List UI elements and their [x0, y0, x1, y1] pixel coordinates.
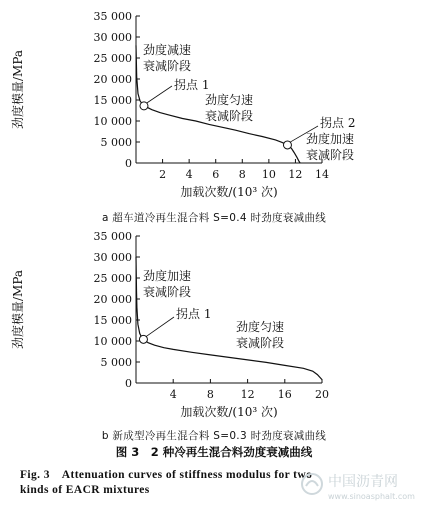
chart1-point-leader [146, 317, 174, 336]
chart0-x-tick-label: 14 [315, 168, 329, 181]
chart1-x-tick-label: 8 [206, 388, 214, 401]
chart1-y-tick-label: 25 000 [93, 272, 132, 285]
chart0-y-tick-label: 20 000 [93, 73, 132, 86]
chart0-inflection-point [283, 141, 291, 149]
watermark [298, 470, 418, 504]
chart0-y-tick-label: 0 [125, 157, 132, 170]
chart1-y-tick-label: 15 000 [93, 314, 132, 327]
chart0-stage-annotation: 衰减阶段 [306, 148, 355, 162]
chart0-y-tick-label: 15 000 [93, 94, 132, 107]
chart0-x-tick-label: 6 [212, 168, 220, 181]
chart1-stage-annotation: 衰减阶段 [236, 336, 285, 350]
chart0-y-tick-label: 35 000 [93, 10, 132, 23]
chart1-y-label: 劲度模量/MPa [11, 269, 25, 350]
chart0-y-tick-label: 25 000 [93, 52, 132, 65]
watermark-site: 中国沥青网 [328, 474, 398, 490]
chart0-point-label: 拐点 1 [174, 78, 210, 92]
figure-caption-en-line2: kinds of EACR mixtures [20, 484, 150, 496]
chart-b [10, 230, 329, 419]
chart0-point-label: 拐点 2 [320, 116, 356, 130]
chart-b-subtitle: b 新成型冷再生混合料 S=0.3 时劲度衰减曲线 [101, 430, 327, 442]
chart0-point-leader [147, 86, 172, 103]
chart1-stage-annotation: 衰减阶段 [143, 285, 192, 299]
chart0-x-tick-label: 4 [185, 168, 193, 181]
chart0-y-tick-label: 5 000 [100, 136, 132, 149]
chart0-stage-annotation: 衰减阶段 [143, 59, 192, 73]
chart0-x-tick-label: 8 [238, 168, 246, 181]
chart1-x-tick-label: 20 [315, 388, 329, 401]
chart1-y-tick-label: 35 000 [93, 230, 132, 243]
chart1-x-tick-label: 12 [240, 388, 255, 401]
watermark-logo-icon [298, 470, 418, 504]
chart1-y-tick-label: 20 000 [93, 293, 132, 306]
chart0-x-label: 加载次数/(10³ 次) [180, 185, 278, 199]
chart1-stage-annotation: 劲度加速 [143, 269, 192, 283]
chart0-x-tick-label: 10 [261, 168, 276, 181]
chart1-x-tick-label: 4 [169, 388, 177, 401]
chart0-x-tick-label: 12 [288, 168, 303, 181]
chart0-stage-annotation: 劲度匀速 [205, 93, 254, 107]
chart-a [10, 10, 355, 199]
figure-caption-cn: 图 3 2 种冷再生混合料劲度衰减曲线 [115, 445, 313, 459]
chart1-inflection-point [139, 335, 147, 343]
chart1-point-label: 拐点 1 [176, 307, 212, 321]
chart1-x-label: 加载次数/(10³ 次) [180, 405, 278, 419]
chart0-stage-annotation: 劲度减速 [143, 43, 192, 57]
chart0-y-label: 劲度模量/MPa [11, 49, 25, 130]
chart1-y-tick-label: 10 000 [93, 335, 132, 348]
chart0-stage-annotation: 衰减阶段 [205, 109, 254, 123]
chart1-y-tick-label: 30 000 [93, 251, 132, 264]
chart0-inflection-point [140, 102, 148, 110]
chart1-x-tick-label: 16 [277, 388, 292, 401]
chart0-y-tick-label: 10 000 [93, 115, 132, 128]
figure-caption-en-line1: Fig. 3 Attenuation curves of stiffness modulus for two [20, 469, 313, 481]
watermark-url: www.sinoasphalt.com [328, 492, 415, 501]
chart0-y-tick-label: 30 000 [93, 31, 132, 44]
chart1-stage-annotation: 劲度匀速 [236, 320, 285, 334]
chart-a-subtitle: a 超车道冷再生混合料 S=0.4 时劲度衰减曲线 [101, 212, 327, 224]
chart0-stage-annotation: 劲度加速 [306, 132, 355, 146]
chart1-y-tick-label: 5 000 [100, 356, 132, 369]
chart0-x-tick-label: 2 [159, 168, 167, 181]
chart1-y-tick-label: 0 [125, 377, 132, 390]
